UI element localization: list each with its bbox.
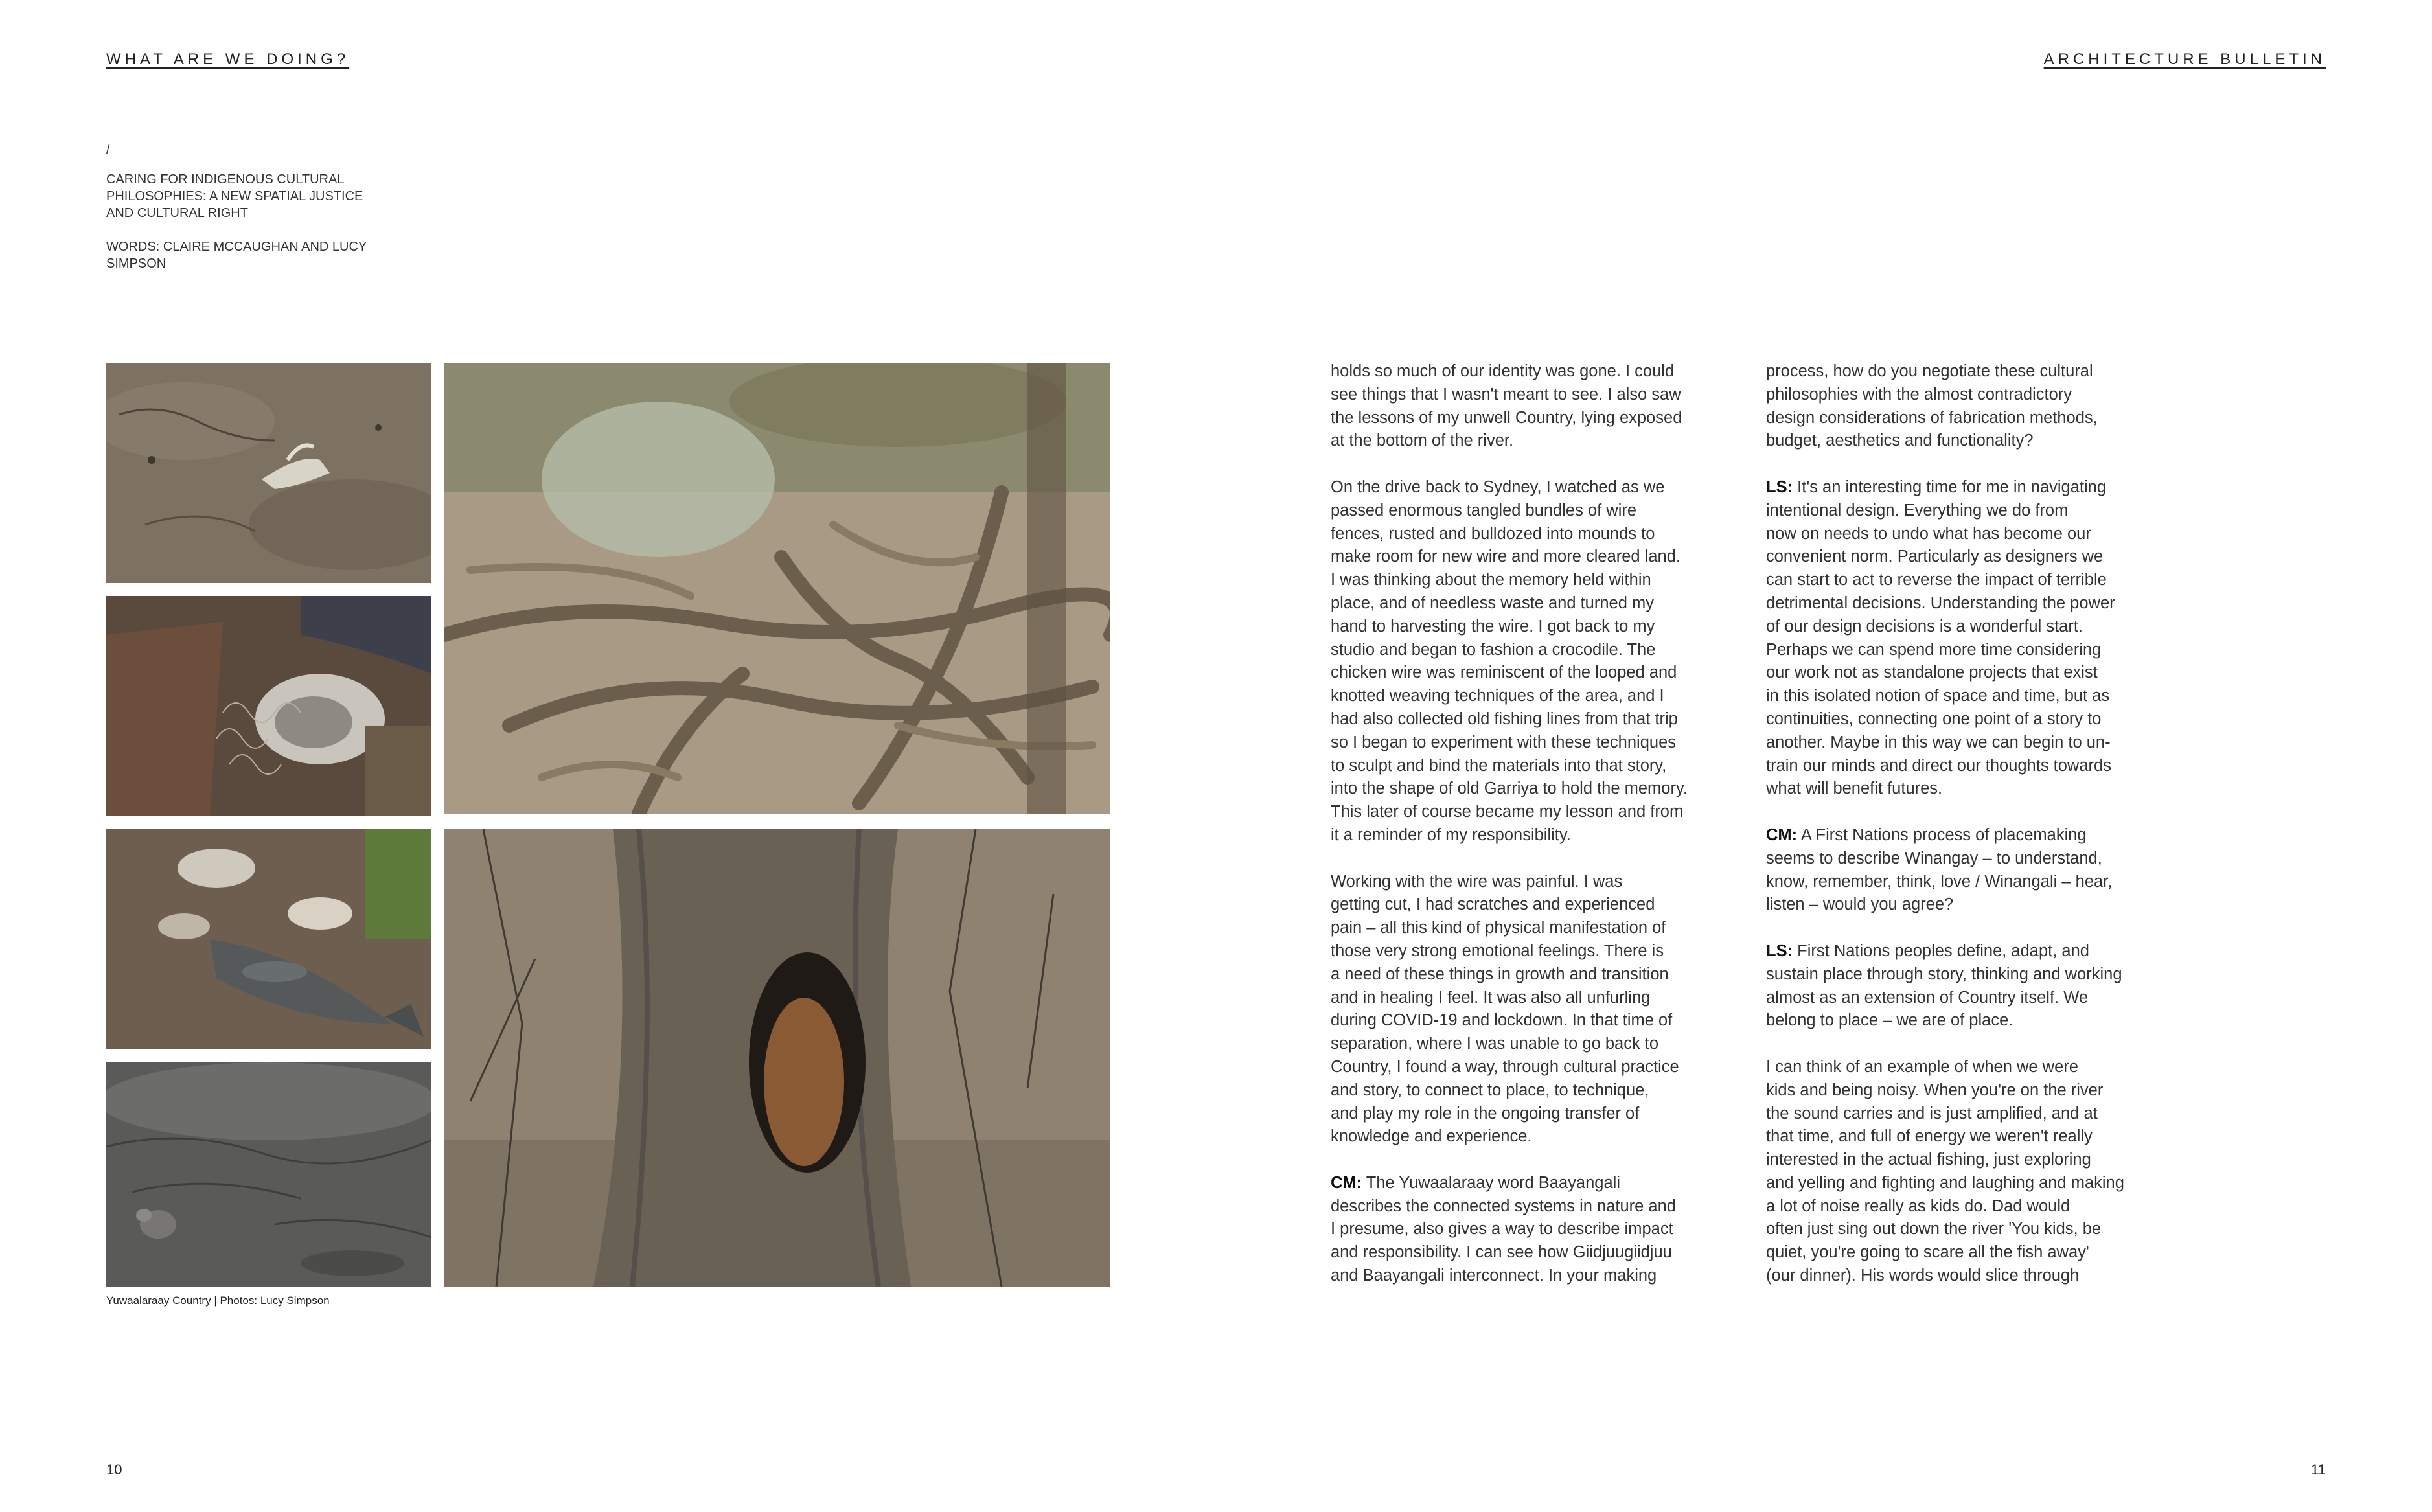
body-paragraph <box>1331 476 1719 847</box>
slash-marker: / <box>106 143 110 157</box>
speaker-label: CM: <box>1766 825 1798 844</box>
paragraph-text: I can think of an example of when we were kids and being noisy. When you're on the river the sound carries and is just amplified, and at that time, and full of energy we weren't really interested in the actual fishing, just exploring and yelling and fighting and laughing and making a lot of noise really as kids do. Dad would often just sing out down the river 'You kids, be quiet, you're going to scare all the fish away' (our dinner). His words would slice through <box>1766 1057 2124 1285</box>
paragraph-text: First Nations peoples define, adapt, and sustain place through story, thinking and working almost as an extension of Country itself. We belong to place – we are of place. <box>1766 941 2122 1030</box>
bird-on-ground-photo <box>106 1062 431 1287</box>
dead-fish-photo <box>106 829 431 1049</box>
paragraph-text: Working with the wire was painful. I was getting cut, I had scratches and experienced pain – all this kind of physical manifestation of those very strong emotional feelings. There is a need of these things in growth and transition and in healing I feel. It was also all unfurling during COVID-19 and lockdown. In that time of separation, where I was unable to go back to Country, I found a way, through cultural practice and story, to connect to place, to technique, and play my role in the ongoing transfer of knowledge and experience. <box>1331 872 1679 1146</box>
body-paragraph <box>1766 1056 2155 1288</box>
body-paragraph <box>1766 824 2155 917</box>
article-title: CARING FOR INDIGENOUS CULTURAL PHILOSOPHIES: A NEW SPATIAL JUSTICE AND CULTURAL RIGHT <box>106 172 363 220</box>
article-byline: WORDS: CLAIRE MCCAUGHAN AND LUCY SIMPSON <box>106 240 367 271</box>
body-paragraph <box>1331 360 1719 453</box>
section-header: WHAT ARE WE DOING? <box>106 51 350 68</box>
body-column-1 <box>1331 360 1719 1311</box>
speaker-label: LS: <box>1766 477 1793 496</box>
body-paragraph <box>1331 871 1719 1149</box>
paragraph-text: holds so much of our identity was gone. I could see things that I wasn't meant to see. I also saw the lessons of my unwell Country, lying exposed at the bottom of the river. <box>1331 362 1682 450</box>
paragraph-text: The Yuwaalaraay word Baayangali describes the connected systems in nature and I presume, also gives a way to describe impact and responsibility. I can see how Giidjuugiidjuu and Baayangali interconnect. In your making <box>1331 1173 1676 1285</box>
dry-riverbed-debris-photo <box>106 363 431 583</box>
body-paragraph <box>1766 476 2155 801</box>
photo-caption: Yuwaalaraay Country | Photos: Lucy Simpson <box>106 1294 330 1307</box>
publication-header: ARCHITECTURE BULLETIN <box>2043 51 2326 68</box>
body-paragraph <box>1766 360 2155 453</box>
body-paragraph <box>1766 940 2155 1033</box>
paragraph-text: A First Nations process of placemaking seems to describe Winangay – to understand, know, remember, think, love / Winangali – hear, listen – would you agree? <box>1766 825 2113 914</box>
body-column-2 <box>1766 360 2155 1311</box>
rusted-wire-fence-photo <box>106 596 431 816</box>
speaker-label: LS: <box>1766 941 1793 960</box>
paragraph-text: It's an interesting time for me in navigating intentional design. Everything we do from now on needs to undo what has become our convenient norm. Particularly as designers we can start to act to reverse the impact of terrible detrimental decisions. Understanding the power of our design decisions is a wonderful start. Perhaps we can spend more time considering our work not as standalone projects that exist in this isolated notion of space and time, but as continuities, connecting one point of a story to another. Maybe in this way we can begin to un- train our minds and direct our thoughts towards what will benefit futures. <box>1766 477 2115 798</box>
page-number-left: 10 <box>106 1461 122 1478</box>
page-number-right: 11 <box>2311 1461 2326 1478</box>
tree-trunk-hollow-photo <box>444 829 1110 1287</box>
tangled-tree-roots-photo <box>444 363 1110 814</box>
body-paragraph <box>1331 1172 1719 1288</box>
speaker-label: CM: <box>1331 1173 1362 1192</box>
paragraph-text: On the drive back to Sydney, I watched as we passed enormous tangled bundles of wire fences, rusted and bulldozed into mounds to make room for new wire and more cleared land. I was thinking about the memory held within place, and of needless waste and turned my hand to harvesting the wire. I got back to my studio and began to fashion a crocodile. The chicken wire was reminiscent of the looped and knotted weaving techniques of the area, and I had also collected old fishing lines from that trip so I began to experiment with these techniques to sculpt and bind the materials into that story, into the shape of old Garriya to hold the memory. This later of course became my lesson and from it a reminder of my responsibility. <box>1331 477 1688 844</box>
paragraph-text: process, how do you negotiate these cultural philosophies with the almost contradictory design considerations of fabrication methods, budget, aesthetics and functionality? <box>1766 362 2098 450</box>
